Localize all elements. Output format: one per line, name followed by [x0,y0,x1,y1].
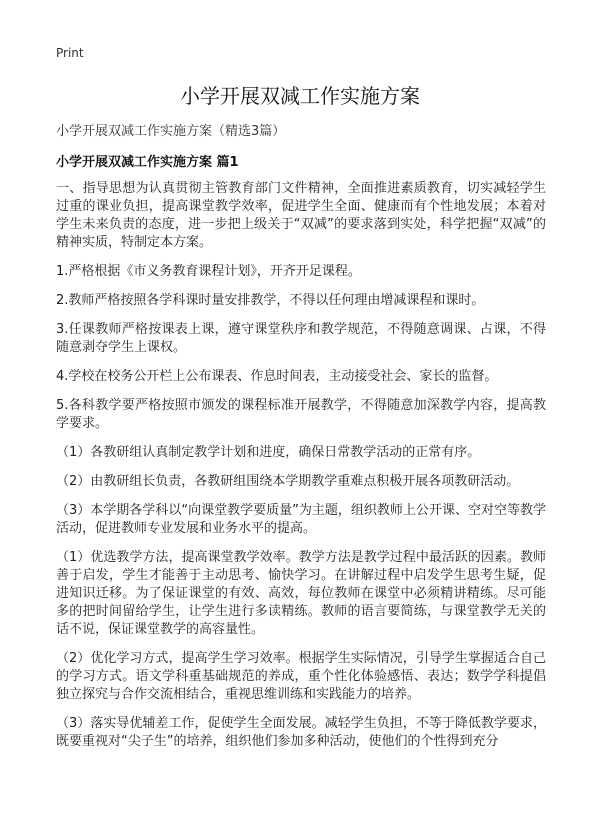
paragraph: 4.学校在校务公开栏上公布课表、作息时间表，主动接受社会、家长的监督。 [56,369,498,384]
section-heading: 小学开展双减工作实施方案 篇1 [56,155,239,170]
print-label[interactable]: Print [56,46,84,60]
paragraph: （3）落实导优辅差工作，促使学生全面发展。减轻学生负担，不等于降低教学要求，既要重视对“尖子生”的培养，组织他们参加多种活动，使他们的个性得到充分 [56,716,546,749]
document-body [56,180,546,762]
paragraph: 5.各科教学要严格按照市颁发的课程标准开展教学，不得随意加深教学内容，提高教学要求。 [56,398,546,431]
paragraph: 1.严格根据《市义务教育课程计划》，开齐开足课程。 [56,264,361,279]
paragraph: 一、指导思想为认真贯彻主管教育部门文件精神，全面推进素质教育，切实减轻学生过重的课业负担，提高课堂教学效率，促进学生全面、健康而有个性地发展；本着对学生未来负责的态度，进一步把上级关于“双减”的要求落到实处，科学把握“双减”的精神实质，特制定本方案。 [56,181,546,250]
document-title: 小学开展双减工作实施方案 [180,84,420,108]
paragraph: 3.任课教师严格按课表上课，遵守课堂秩序和教学规范，不得随意调课、占课，不得随意剥夺学生上课权。 [56,322,546,355]
document-subtitle: 小学开展双减工作实施方案（精选3篇） [56,124,286,139]
paragraph: 2.教师严格按照各学科课时量安排教学，不得以任何理由增减课程和课时。 [56,293,485,308]
paragraph: （2）由教研组长负责，各教研组围绕本学期教学重难点积极开展各项教研活动。 [56,474,520,489]
paragraph: （1）各教研组认真制定教学计划和进度，确保日常教学活动的正常有序。 [56,445,481,460]
paragraph: （3）本学期各学科以“向课堂教学要质量”为主题，组织教师上公开课、空对空等教学活动，促进教师专业发展和业务水平的提高。 [56,503,546,536]
paragraph: （2）优化学习方式，提高学生学习效率。根据学生实际情况，引导学生掌握适合自己的学习方式。语文学科重基础规范的养成，重个性化体验感悟、表达；数学学科提倡独立探究与合作交流相结合，重视思维训练和实践能力的培养。 [56,651,546,702]
paragraph: （1）优选教学方法，提高课堂教学效率。教学方法是教学过程中最活跃的因素。教师善于启发，学生才能善于主动思考、愉快学习。在讲解过程中启发学生思考生疑，促进知识迁移。为了保证课堂的有效、高效，每位教师在课堂中必须精讲精练。尽可能多的把时间留给学生，让学生进行多读精练。教师的语言要简练，与课堂教学无关的话不说，保证课堂教学的高容量性。 [56,550,546,637]
